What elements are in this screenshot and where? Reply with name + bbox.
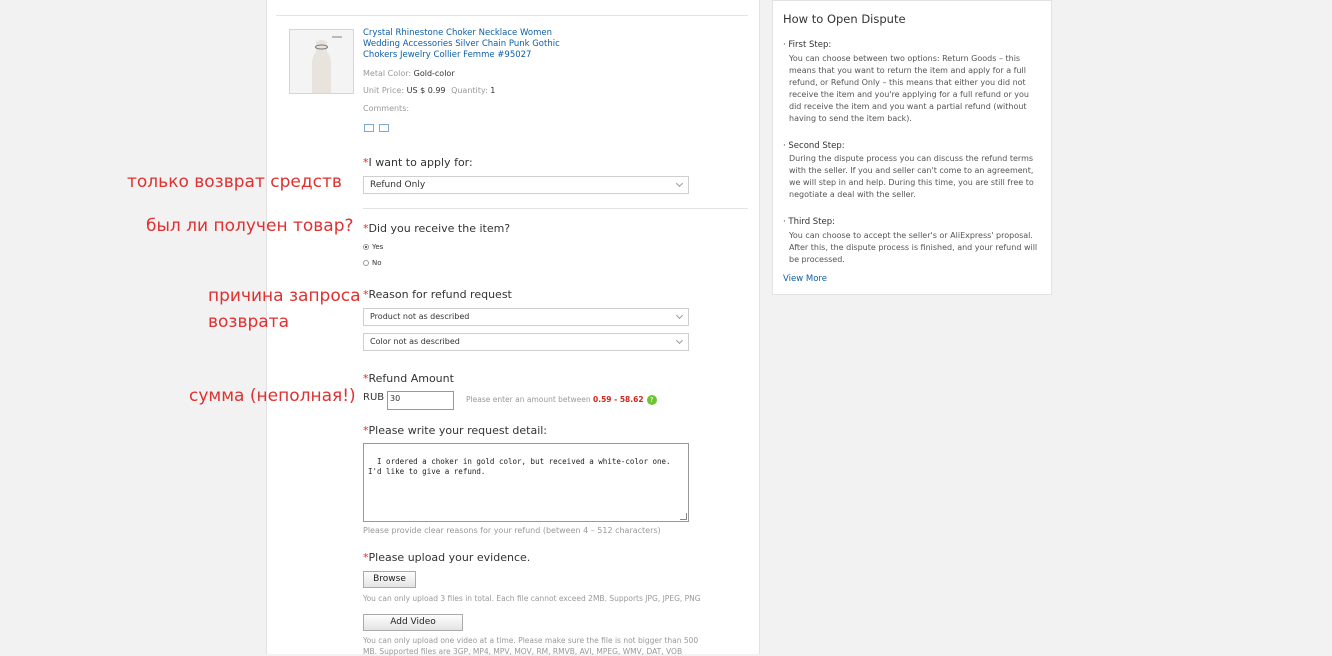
received-text: Did you receive the item? <box>368 222 511 235</box>
required-mark: * <box>363 372 369 385</box>
apply-for-select[interactable] <box>363 176 689 194</box>
chevron-down-icon <box>676 337 683 344</box>
request-detail-label <box>363 424 547 437</box>
amount-hint <box>466 395 657 405</box>
comments-label: Comments: <box>363 104 410 113</box>
divider <box>363 208 748 209</box>
quantity-value: 1 <box>490 86 496 95</box>
upload-hint: You can only upload 3 files in total. Each file cannot exceed 2MB. Supports JPG, JPEG, PNG <box>363 594 701 603</box>
request-detail-hint: Please provide clear reasons for your refund (between 4 – 512 characters) <box>363 526 661 535</box>
step3-title: · Third Step: <box>783 217 836 227</box>
step3-text: You can choose to accept the seller's or AliExpress' proposal. After this, the dispute process is finished, and your refund will be processed. <box>789 231 1038 264</box>
metal-color-label: Metal Color: <box>363 69 412 78</box>
video-hint-line1: You can only upload one video at a time. Please make sure the file is not bigger than 500 <box>363 636 699 645</box>
request-detail-text: Please write your request detail: <box>368 424 548 437</box>
required-mark: * <box>363 222 369 235</box>
reason-detail-value: Color not as described <box>370 337 460 346</box>
browse-button[interactable]: Browse <box>363 571 416 588</box>
required-mark: * <box>363 424 369 437</box>
step1-text: You can choose between two options: Return Goods – this means that you want to return the item and apply for a full refund, or Refund Only – this means that either you did not receive the item and you're applying for a full refund or you did receive the item and you want a partial refund (without having to send the item back). <box>789 54 1029 123</box>
amount-hint-text: Please enter an amount between <box>466 395 591 404</box>
image-attachment-icon[interactable] <box>364 124 374 132</box>
annotation-refund-only: только возврат средств <box>127 172 342 192</box>
add-video-button[interactable]: Add Video <box>363 614 463 631</box>
reason-detail-select[interactable] <box>363 333 689 351</box>
annotation-reason-line2: возврата <box>208 312 290 332</box>
quantity-label: Quantity: <box>451 86 488 95</box>
request-detail-value: I ordered a choker in gold color, but received a white-color one. I'd like to give a refund. <box>368 457 676 476</box>
apply-for-text: I want to apply for: <box>368 156 473 169</box>
side-panel-title: How to Open Dispute <box>783 12 906 26</box>
step2-text: During the dispute process you can discuss the refund terms with the seller. If you and seller can't come to an agreement, we will step in and help. During this time, you are still free to negotiate a deal with the seller. <box>789 154 1034 199</box>
metal-color <box>363 69 455 78</box>
product-thumbnail[interactable] <box>289 29 354 94</box>
evidence-label <box>363 551 530 564</box>
required-mark: * <box>363 156 369 169</box>
received-label <box>363 222 510 235</box>
request-detail-textarea[interactable] <box>363 443 689 522</box>
apply-for-label <box>363 156 473 169</box>
step1-title: · First Step: <box>783 40 832 50</box>
annotation-item-received: был ли получен товар? <box>146 216 354 236</box>
unit-price <box>363 86 495 95</box>
received-no-label: No <box>372 259 382 267</box>
document-attachment-icon[interactable] <box>379 124 389 132</box>
metal-color-value: Gold-color <box>413 69 455 78</box>
required-mark: * <box>363 551 369 564</box>
unit-price-value: US $ 0.99 <box>406 86 446 95</box>
received-no-option[interactable] <box>363 259 382 267</box>
radio-unchecked-icon[interactable] <box>363 260 369 266</box>
resize-handle-icon[interactable] <box>680 513 687 520</box>
step2-title: · Second Step: <box>783 141 845 151</box>
received-yes-label: Yes <box>372 243 384 251</box>
received-yes-option[interactable] <box>363 243 383 251</box>
product-image-icon <box>290 30 353 93</box>
currency-label: RUB <box>363 392 385 403</box>
reason-label <box>363 288 512 301</box>
radio-checked-icon[interactable] <box>363 244 369 250</box>
required-mark: * <box>363 288 369 301</box>
chevron-down-icon <box>676 312 683 319</box>
chevron-down-icon <box>676 180 683 187</box>
reason-value: Product not as described <box>370 312 470 321</box>
annotation-reason-line1: причина запроса <box>208 286 361 306</box>
apply-for-value: Refund Only <box>370 180 426 190</box>
help-icon[interactable]: ? <box>647 395 657 405</box>
evidence-text: Please upload your evidence. <box>368 551 531 564</box>
how-to-dispute-panel <box>772 0 1052 295</box>
unit-price-label: Unit Price: <box>363 86 405 95</box>
refund-amount-label <box>363 372 454 385</box>
refund-amount-input[interactable]: 30 <box>387 391 454 410</box>
annotation-amount: сумма (неполная!) <box>189 386 356 406</box>
reason-text: Reason for refund request <box>368 288 512 301</box>
reason-select[interactable] <box>363 308 689 326</box>
divider <box>276 15 748 16</box>
amount-range: 0.59 - 58.62 <box>593 395 644 404</box>
view-more-link[interactable]: View More <box>783 274 827 284</box>
product-title-link[interactable]: Crystal Rhinestone Choker Necklace Women Wedding Accessories Silver Chain Punk Gothic Chokers Jewelry Collier Femme #95027 <box>363 28 560 60</box>
refund-amount-text: Refund Amount <box>368 372 454 385</box>
video-hint-line2: MB. Supported files are 3GP, MP4, MPV, MOV, RM, RMVB, AVI, MPEG, WMV, DAT, VOB <box>363 647 683 656</box>
